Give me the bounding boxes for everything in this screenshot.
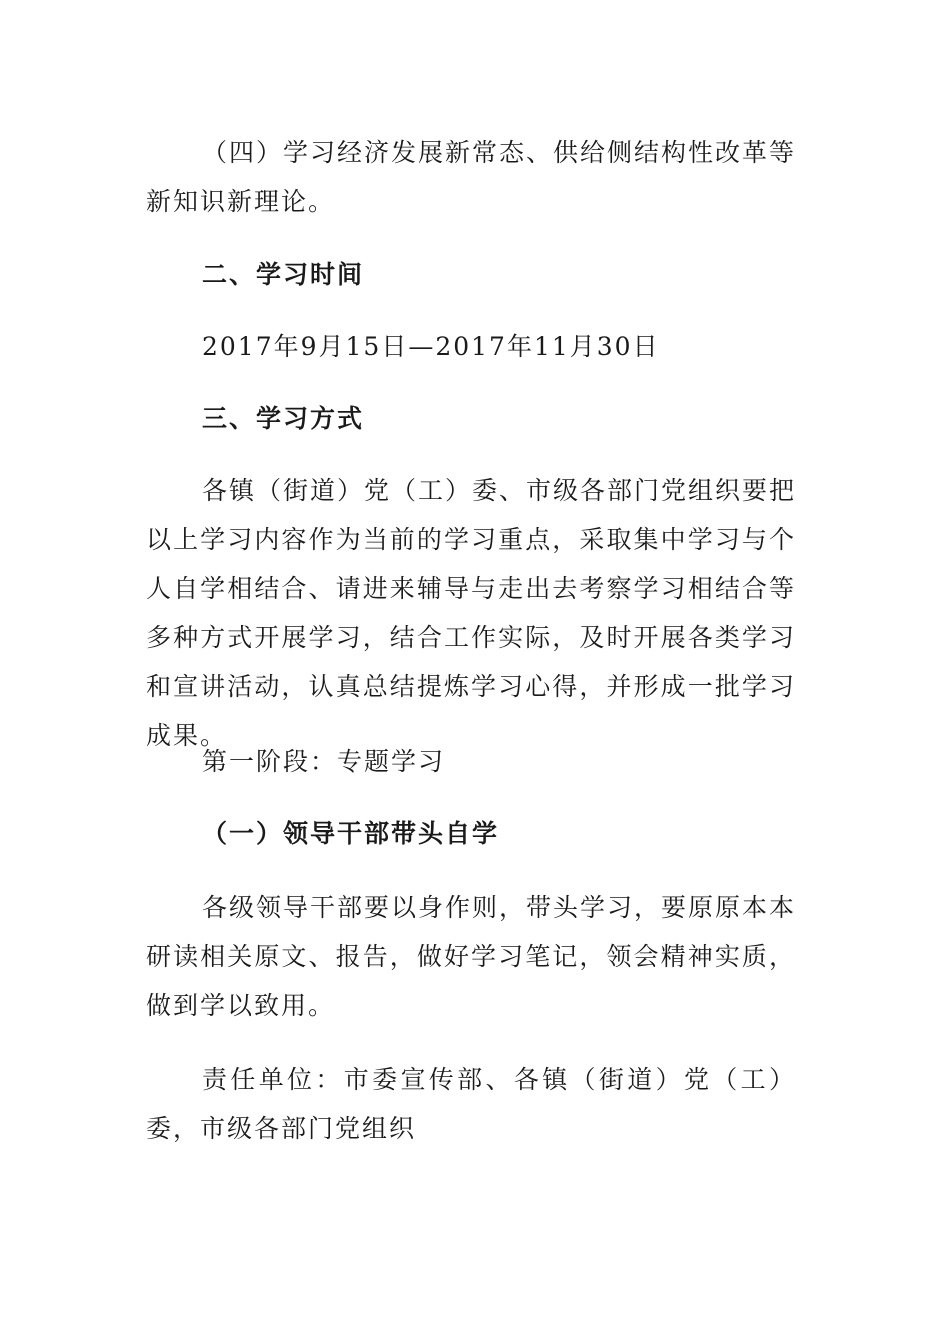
paragraph-study-new-theory: （四）学习经济发展新常态、供给侧结构性改革等新知识新理论。 <box>146 138 797 216</box>
section-heading-study-time: 二、学习时间 <box>202 260 365 289</box>
section-heading-study-method: 三、学习方式 <box>202 404 365 433</box>
study-date-range: 2017年9月15日—2017年11月30日 <box>202 332 660 361</box>
paragraph-leaders-self-study: 各级领导干部要以身作则，带头学习，要原原本本研读相关原文、报告，做好学习笔记，领会精神实质，做到学以致用。 <box>146 893 797 1020</box>
subsection-heading-leaders-self-study: （一）领导干部带头自学 <box>202 819 500 848</box>
paragraph-study-method: 各镇（街道）党（工）委、市级各部门党组织要把以上学习内容作为当前的学习重点，采取集中学习与个人自学相结合、请进来辅导与走出去考察学习相结合等多种方式开展学习，结合工作实际，及时开展各类学习和宣讲活动，认真总结提炼学习心得，并形成一批学习成果。 <box>146 476 797 750</box>
stage-one-title: 第一阶段：专题学习 <box>202 747 446 776</box>
responsible-units: 责任单位：市委宣传部、各镇（街道）党（工）委，市级各部门党组织 <box>146 1065 796 1143</box>
